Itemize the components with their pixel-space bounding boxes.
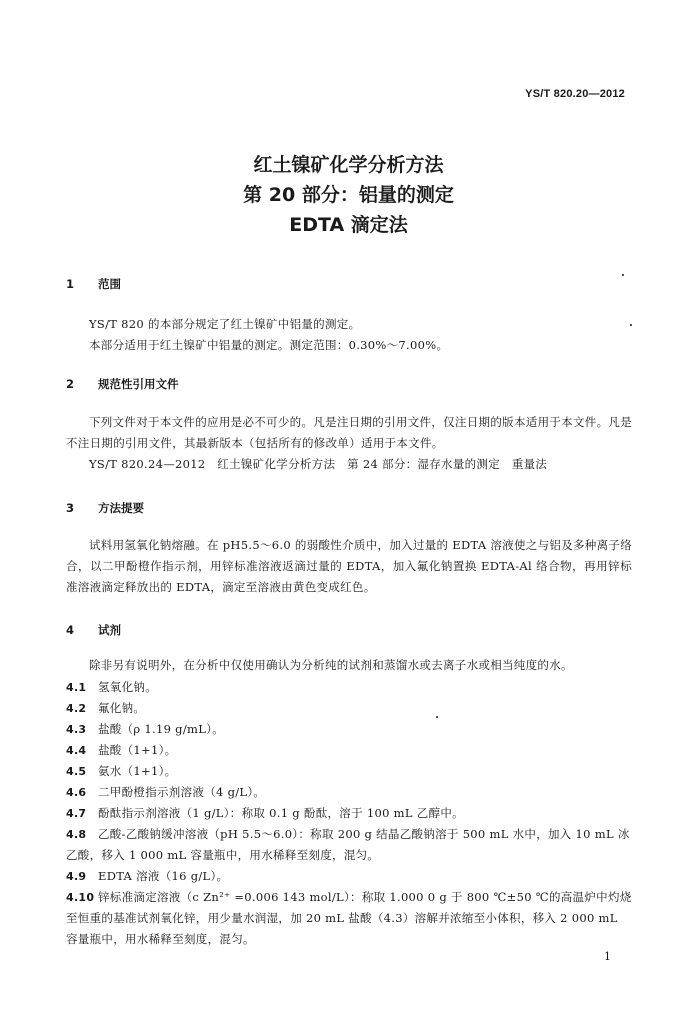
item-number: 4.4	[66, 744, 87, 757]
section-4-heading	[66, 622, 121, 638]
section-number: 1	[66, 277, 75, 291]
section-2-heading	[66, 376, 179, 392]
section-title: 方法提要	[98, 501, 144, 515]
reagent-item	[66, 761, 632, 782]
item-text: 氟化钠。	[98, 701, 146, 715]
scan-speck	[622, 274, 624, 276]
reagent-item	[66, 740, 632, 761]
item-text: 锌标准滴定溶液（c Zn²⁺ =0.006 143 mol/L）：称取 1.000 0 g 于 800 ℃±50 ℃的高温炉中灼烧至恒重的基准试剂氧化锌，用少量水润湿，加 20 mL 盐酸（4.3）溶解并浓缩至小体积，移入 2 000 mL 容量瓶中，用水稀释至刻度，混匀。	[66, 890, 632, 946]
scan-speck	[630, 324, 632, 326]
section-title: 范围	[98, 277, 121, 291]
item-text: 氨水（1+1）。	[98, 764, 177, 778]
standard-code: YS/T 820.20—2012	[525, 88, 625, 100]
item-number: 4.3	[66, 723, 87, 736]
reagent-item	[66, 824, 632, 866]
title-line-3: EDTA 滴定法	[289, 214, 408, 236]
reagent-item	[66, 803, 632, 824]
section-1-paragraph-1: YS/T 820 的本部分规定了红土镍矿中铝量的测定。	[89, 317, 361, 331]
item-number: 4.10	[66, 891, 95, 904]
reagent-item	[66, 719, 632, 740]
section-3-paragraph: 试料用氢氧化钠熔融。在 pH5.5～6.0 的弱酸性介质中，加入过量的 EDTA 溶液使之与铝及多种离子络合，以二甲酚橙作指示剂，用锌标准溶液返滴过量的 EDTA，加入氟化钠置换 EDTA-Al 络合物，再用锌标准溶液滴定释放出的 EDTA，滴定至溶液由黄色变成红色。	[66, 538, 632, 594]
title-line-2: 第 20 部分：铝量的测定	[243, 184, 454, 206]
item-text: EDTA 溶液（16 g/L）。	[98, 869, 229, 883]
page-number: 1	[604, 950, 611, 963]
scan-speck	[436, 716, 438, 718]
title-line-1: 红土镍矿化学分析方法	[253, 154, 444, 176]
section-1-paragraph-2: 本部分适用于红土镍矿中铝量的测定。测定范围：0.30%～7.00%。	[89, 338, 449, 352]
item-number: 4.6	[66, 786, 87, 799]
section-2-paragraph-1: 下列文件对于本文件的应用是必不可少的。凡是注日期的引用文件，仅注日期的版本适用于本文件。凡是不注日期的引用文件，其最新版本（包括所有的修改单）适用于本文件。	[66, 415, 632, 450]
section-3-heading	[66, 500, 144, 516]
reagent-item	[66, 866, 632, 887]
item-text: 氢氧化钠。	[98, 680, 157, 694]
item-number: 4.7	[66, 807, 87, 820]
reagent-item	[66, 698, 632, 719]
section-2-reference: YS/T 820.24—2012 红土镍矿化学分析方法 第 24 部分：湿存水量的测定 重量法	[89, 457, 548, 471]
item-number: 4.2	[66, 702, 87, 715]
section-number: 2	[66, 377, 75, 391]
item-text: 酚酞指示剂溶液（1 g/L）：称取 0.1 g 酚酞，溶于 100 mL 乙醇中。	[98, 806, 464, 820]
section-title: 规范性引用文件	[98, 377, 179, 391]
section-number: 4	[66, 623, 75, 637]
item-text: 盐酸（1+1）。	[98, 743, 177, 757]
item-text: 乙酸-乙酸钠缓冲溶液（pH 5.5～6.0）：称取 200 g 结晶乙酸钠溶于 500 mL 水中，加入 10 mL 冰乙酸，移入 1 000 mL 容量瓶中，用水稀释至刻度，混匀。	[66, 827, 630, 862]
item-number: 4.9	[66, 870, 87, 883]
section-title: 试剂	[98, 623, 121, 637]
document-title	[0, 150, 697, 240]
reagent-item	[66, 887, 632, 950]
section-number: 3	[66, 501, 75, 515]
item-number: 4.1	[66, 681, 87, 694]
section-1-heading	[66, 276, 121, 292]
item-number: 4.5	[66, 765, 87, 778]
item-number: 4.8	[66, 828, 87, 841]
item-text: 二甲酚橙指示剂溶液（4 g/L）。	[98, 785, 266, 799]
section-4-intro: 除非另有说明外，在分析中仅使用确认为分析纯的试剂和蒸馏水或去离子水或相当纯度的水。	[89, 658, 573, 672]
item-text: 盐酸（ρ 1.19 g/mL）。	[98, 722, 225, 736]
reagent-item	[66, 782, 632, 803]
reagent-item	[66, 677, 632, 698]
